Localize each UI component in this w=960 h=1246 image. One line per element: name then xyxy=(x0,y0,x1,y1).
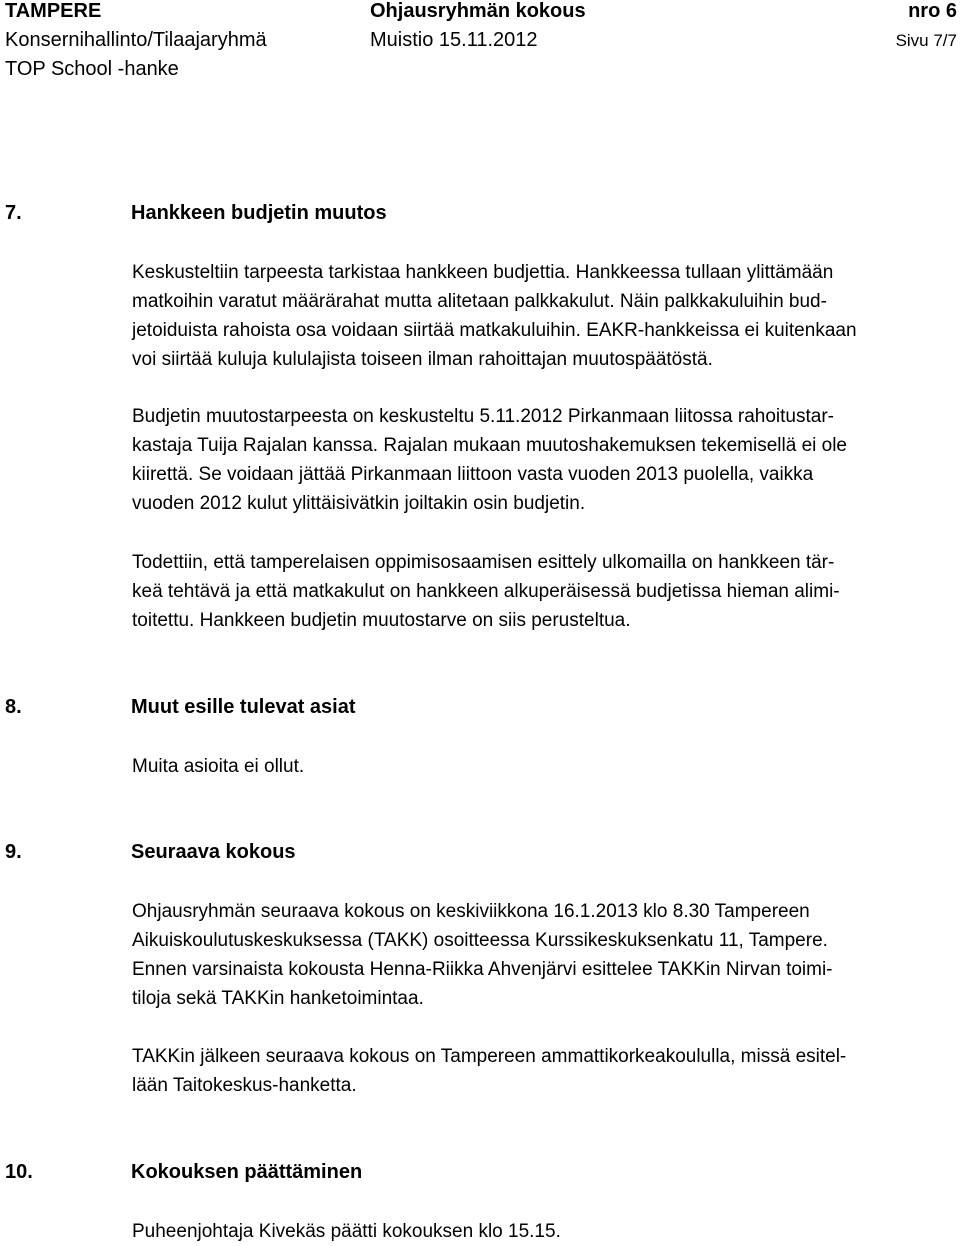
paragraph-line: Ennen varsinaista kokousta Henna-Riikka Ahvenjärvi esittelee TAKKin Nirvan toimi- xyxy=(132,959,833,980)
paragraph-line: tiloja sekä TAKKin hanketoimintaa. xyxy=(132,988,424,1009)
paragraph-line: lään Taitokeskus-hanketta. xyxy=(132,1075,357,1096)
paragraph xyxy=(132,258,954,374)
section-title: Hankkeen budjetin muutos xyxy=(131,202,387,224)
paragraph-line: Budjetin muutostarpeesta on keskusteltu 5.11.2012 Pirkanmaan liitossa rahoitustar- xyxy=(132,406,834,427)
paragraph-line: Aikuiskoulutuskeskuksessa (TAKK) osoitteessa Kurssikeskuksenkatu 11, Tampere. xyxy=(132,930,828,951)
paragraph-line: TAKKin jälkeen seuraava kokous on Tampereen ammattikorkeakoululla, missä esitel- xyxy=(132,1046,847,1067)
section-title: Kokouksen päättäminen xyxy=(131,1161,363,1183)
section-number: 8. xyxy=(5,696,22,718)
paragraph-line: Ohjausryhmän seuraava kokous on keskiviikkona 16.1.2013 klo 8.30 Tampereen xyxy=(132,901,810,922)
header-department: Konsernihallinto/Tilaajaryhmä xyxy=(5,29,267,51)
paragraph-line: Puheenjohtaja Kivekäs päätti kokouksen klo 15.15. xyxy=(132,1221,561,1242)
header-meeting: Ohjausryhmän kokous xyxy=(370,0,586,22)
page-header xyxy=(5,0,957,84)
section-title: Seuraava kokous xyxy=(131,841,296,863)
header-memo: Muistio 15.11.2012 xyxy=(370,29,538,51)
paragraph-line: Todettiin, että tamperelaisen oppimisosaamisen esittely ulkomailla on hankkeen tär- xyxy=(132,552,835,573)
paragraph-line: toitettu. Hankkeen budjetin muutostarve on siis perusteltua. xyxy=(132,610,631,631)
paragraph-line: Keskusteltiin tarpeesta tarkistaa hankkeen budjettia. Hankkeessa tullaan ylittämään xyxy=(132,262,834,283)
paragraph-line: Muita asioita ei ollut. xyxy=(132,756,305,777)
header-org: TAMPERE xyxy=(5,0,102,22)
paragraph xyxy=(132,897,954,1013)
header-row-3 xyxy=(5,55,957,84)
paragraph-line: jetoiduista rahoista osa voidaan siirtää matkakuluihin. EAKR-hankkeissa ei kuitenkaan xyxy=(132,320,857,341)
paragraph-line: keä tehtävä ja että matkakulut on hankkeen alkuperäisessä budjetissa hieman alimi- xyxy=(132,581,840,602)
header-project: TOP School -hanke xyxy=(5,58,179,80)
section-number: 10. xyxy=(5,1161,33,1183)
section-number: 7. xyxy=(5,202,22,224)
paragraph-line: vuoden 2012 kulut ylittäisivätkin joiltakin osin budjetin. xyxy=(132,493,586,514)
section-heading xyxy=(5,199,387,228)
paragraph xyxy=(132,402,954,518)
section-number: 9. xyxy=(5,841,22,863)
paragraph-line: kiirettä. Se voidaan jättää Pirkanmaan liittoon vasta vuoden 2013 puolella, vaikka xyxy=(132,464,814,485)
header-row-1 xyxy=(5,0,957,26)
header-page: Sivu 7/7 xyxy=(895,31,957,50)
paragraph xyxy=(132,1217,954,1246)
section-heading xyxy=(5,1158,362,1187)
section-title: Muut esille tulevat asiat xyxy=(131,696,356,718)
paragraph xyxy=(132,752,954,781)
paragraph-line: voi siirtää kuluja kululajista toiseen ilman rahoittajan muutospäätöstä. xyxy=(132,349,713,370)
header-number: nro 6 xyxy=(908,0,957,22)
paragraph xyxy=(132,548,954,635)
paragraph-line: matkoihin varatut määrärahat mutta alitetaan palkkakulut. Näin palkkakuluihin bud- xyxy=(132,291,827,312)
paragraph-line: kastaja Tuija Rajalan kanssa. Rajalan mukaan muutoshakemuksen tekemisellä ei ole xyxy=(132,435,847,456)
header-row-2 xyxy=(5,26,957,55)
section-heading xyxy=(5,838,296,867)
paragraph xyxy=(132,1042,954,1100)
section-heading xyxy=(5,693,356,722)
